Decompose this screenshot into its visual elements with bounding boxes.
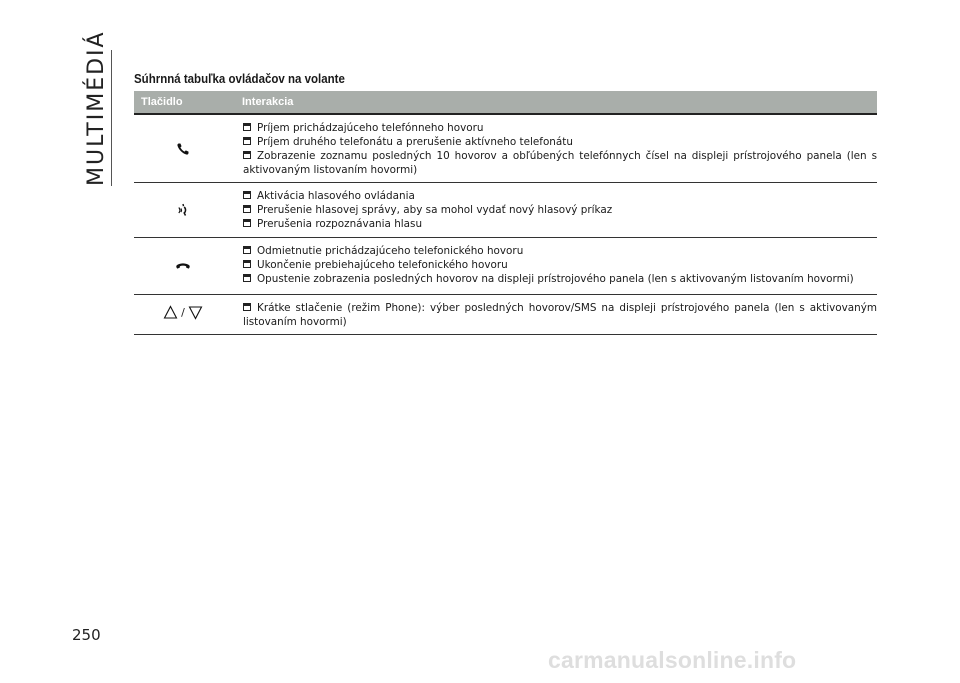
bullet-icon bbox=[243, 151, 251, 159]
interaction-cell bbox=[232, 295, 877, 334]
bullet-icon bbox=[243, 137, 251, 145]
header-button-column: Tlačidlo bbox=[141, 96, 183, 108]
up-down-arrows-icon bbox=[163, 305, 203, 320]
list-item: Opustenie zobrazenia posledných hovorov na displeji prístrojového panela (len s aktivovaným listovaním hovormi) bbox=[243, 272, 877, 286]
list-item: Príjem prichádzajúceho telefónneho hovoru bbox=[243, 121, 877, 135]
page-number: 250 bbox=[72, 626, 101, 644]
interaction-cell bbox=[232, 115, 877, 182]
interaction-cell bbox=[232, 183, 877, 237]
interaction-cell bbox=[232, 238, 877, 294]
table-row bbox=[134, 238, 877, 295]
list-item: Príjem druhého telefonátu a prerušenie aktívneho telefonátu bbox=[243, 135, 877, 149]
list-item: Prerušenie hlasovej správy, aby sa mohol vydať nový hlasový príkaz bbox=[243, 203, 877, 217]
table-row bbox=[134, 295, 877, 335]
table-row bbox=[134, 115, 877, 183]
table-header bbox=[134, 91, 877, 113]
list-item: Odmietnutie prichádzajúceho telefonického hovoru bbox=[243, 244, 877, 258]
table-row bbox=[134, 183, 877, 238]
list-item: Zobrazenie zoznamu posledných 10 hovorov a obľúbených telefónnych čísel na displeji prístrojového panela (len s aktivovaným listovaním hovormi) bbox=[243, 150, 877, 176]
arrow-separator: / bbox=[181, 306, 185, 319]
bullet-icon bbox=[243, 303, 251, 311]
bullet-icon bbox=[243, 205, 251, 213]
bullet-icon bbox=[243, 274, 251, 282]
section-title: Súhrnná tabuľka ovládačov na volante bbox=[134, 72, 345, 86]
button-cell bbox=[134, 115, 232, 182]
chapter-divider bbox=[111, 50, 112, 186]
header-interaction-column: Interakcia bbox=[242, 96, 294, 108]
list-item: Ukončenie prebiehajúceho telefonického hovoru bbox=[243, 258, 877, 272]
chapter-title: MULTIMÉDIÁ bbox=[84, 30, 109, 186]
phone-hangup-icon bbox=[175, 261, 191, 271]
controls-table bbox=[134, 91, 877, 335]
list-item: Prerušenia rozpoznávania hlasu bbox=[243, 217, 877, 231]
list-item: Aktivácia hlasového ovládania bbox=[243, 189, 877, 203]
bullet-icon bbox=[243, 246, 251, 254]
arrow-up-icon bbox=[163, 305, 178, 320]
button-cell bbox=[134, 238, 232, 294]
watermark: carmanualsonline.info bbox=[548, 647, 797, 673]
bullet-icon bbox=[243, 123, 251, 131]
button-cell bbox=[134, 183, 232, 237]
arrow-down-icon bbox=[188, 305, 203, 320]
bullet-icon bbox=[243, 260, 251, 268]
bullet-icon bbox=[243, 219, 251, 227]
bullet-icon bbox=[243, 191, 251, 199]
phone-answer-icon bbox=[176, 142, 190, 156]
button-cell bbox=[134, 295, 232, 334]
list-item: Krátke stlačenie (režim Phone): výber posledných hovorov/SMS na displeji prístrojového panela (len s aktivovaným listovaním hovormi) bbox=[243, 302, 877, 328]
voice-command-icon bbox=[175, 202, 191, 218]
